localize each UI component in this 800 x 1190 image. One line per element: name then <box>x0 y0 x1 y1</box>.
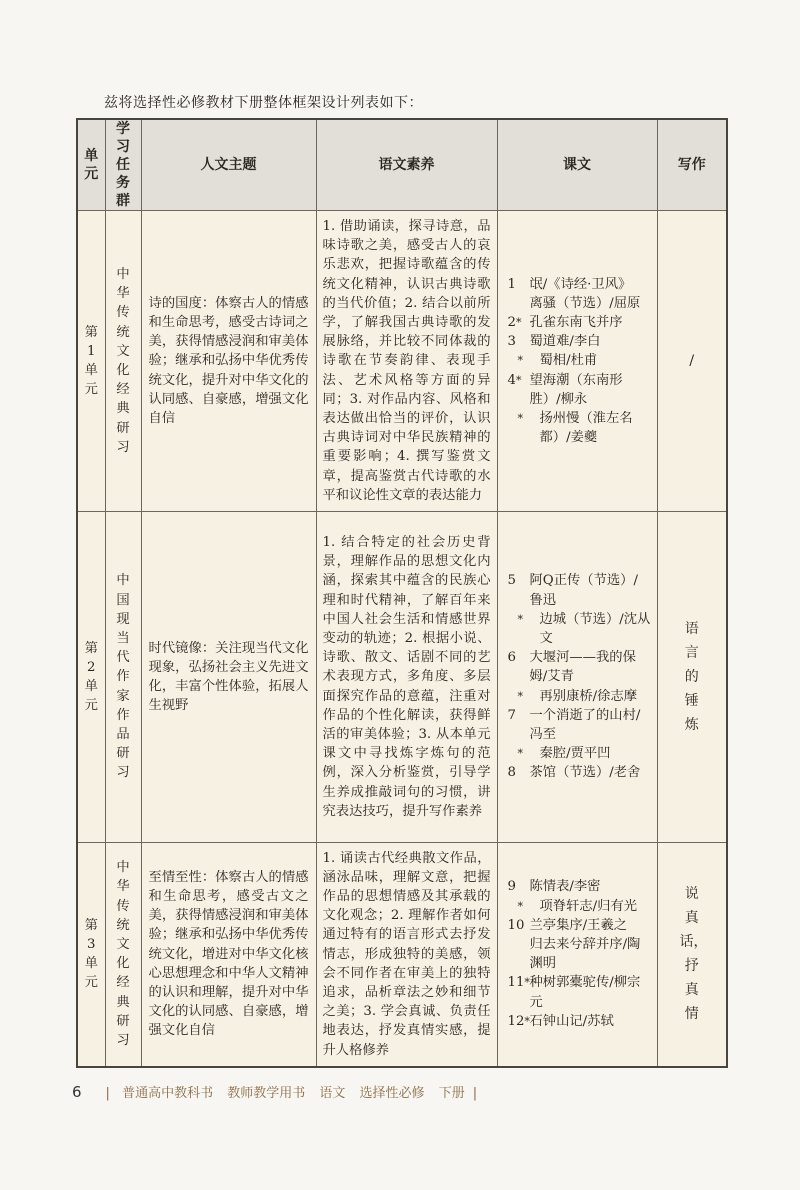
table-row <box>77 211 727 512</box>
optional-star: * <box>517 612 523 626</box>
text-item-title: 石钟山记/苏轼 <box>529 1013 614 1029</box>
text-item-title: 项脊轩志/归有光 <box>539 898 638 914</box>
header-task: 学习任务群 <box>105 119 141 211</box>
task-group-cell: 中国现当代作家作品研习 <box>105 512 141 843</box>
texts-cell <box>497 512 657 843</box>
text-item-number <box>508 916 530 935</box>
theme-cell: 至情至性：体察古人的情感和生命思考，感受古文之美，获得情感浸润和审美体验；继承和弘扬中华优秀传统文化，增进对中华文化核心思想理念和中华人文精神的认识和理解，提升对中华文化的认同感、自豪感，增强文化自信 <box>141 843 316 1067</box>
text-item-title: 离骚（节选）/屈原 <box>529 295 641 311</box>
text-item-title: 一个消逝了的山村/冯至 <box>529 707 641 742</box>
task-group-cell: 中华传统文化经典研习 <box>105 843 141 1067</box>
text-item-number <box>508 313 530 332</box>
text-item <box>508 371 651 409</box>
text-item-number <box>508 877 530 896</box>
text-item-title: 种树郭橐驼传/柳宗元 <box>529 975 641 1010</box>
text-item <box>508 877 651 896</box>
texts-cell <box>497 211 657 512</box>
writing-cell: 语言的锤炼 <box>657 512 727 843</box>
text-item-num: 8 <box>507 765 516 781</box>
optional-star: * <box>524 976 530 990</box>
text-item-number <box>508 571 530 609</box>
text-item <box>508 571 651 609</box>
text-item-title: 边城（节选）/沈从文 <box>539 611 651 646</box>
table-header-row <box>77 119 727 211</box>
text-item-number <box>508 409 540 447</box>
unit-cell: 第3单元 <box>77 843 105 1067</box>
text-item-num: 5 <box>507 573 516 589</box>
framework-table <box>76 118 728 1068</box>
table-row <box>77 843 727 1067</box>
text-item-num: 7 <box>507 707 516 723</box>
page-number: 6 <box>72 1083 82 1101</box>
text-item <box>508 648 651 686</box>
text-item <box>508 687 651 706</box>
optional-star: * <box>515 373 522 387</box>
text-item <box>508 763 651 782</box>
header-literacy: 语文素养 <box>316 119 497 211</box>
unit-cell: 第1单元 <box>77 211 105 512</box>
text-item-title: 再别康桥/徐志摩 <box>539 688 638 704</box>
header-theme: 人文主题 <box>141 119 316 211</box>
text-item <box>508 275 651 294</box>
text-item-title: 秦腔/贾平凹 <box>539 746 611 762</box>
text-item <box>508 409 651 447</box>
text-item <box>508 897 651 916</box>
text-item <box>508 935 651 973</box>
text-item-number <box>508 371 530 409</box>
header-texts: 课文 <box>497 119 657 211</box>
task-group-cell: 中华传统文化经典研习 <box>105 211 141 512</box>
text-item-number <box>508 1012 530 1031</box>
text-item-number <box>508 935 530 973</box>
text-item-number <box>508 332 530 351</box>
footer-part: 普通高中教科书 <box>122 1086 214 1101</box>
text-item-number <box>508 744 540 763</box>
intro-text: 兹将选择性必修教材下册整体框架设计列表如下： <box>104 95 423 111</box>
theme-cell: 诗的国度：体察古人的情感和生命思考，感受古诗词之美，获得情感浸润和审美体验；继承和弘扬中华优秀传统文化，提升对中华文化的认同感、自豪感，增强文化自信 <box>141 211 316 512</box>
text-item <box>508 744 651 763</box>
text-item-num: 12 <box>507 1013 525 1029</box>
optional-star: * <box>524 1014 530 1028</box>
optional-star: * <box>517 689 523 703</box>
text-item <box>508 916 651 935</box>
text-item-title: 蜀道难/李白 <box>529 334 601 350</box>
text-item-number <box>508 275 530 294</box>
footer-part: 教师教学用书 <box>227 1086 306 1101</box>
text-item <box>508 313 651 332</box>
text-item <box>508 973 651 1011</box>
text-item-title: 扬州慢（淮左名都）/姜夔 <box>539 411 633 446</box>
text-item-number <box>508 687 540 706</box>
text-item-number <box>508 973 530 1011</box>
text-item-title: 望海潮（东南形胜）/柳永 <box>529 372 623 407</box>
text-item <box>508 610 651 648</box>
text-item-title: 陈情表/李密 <box>529 879 601 895</box>
footer-part: 语文 <box>319 1086 346 1101</box>
text-item-number <box>508 610 540 648</box>
literacy-cell: 1. 结合特定的社会历史背景，理解作品的思想文化内涵，探索其中蕴含的民族心理和时代精神，了解百年来中国人社会生活和情感世界变动的轨迹；2. 根据小说、诗歌、散文、话剧不同的艺术表现方式，多角度、多层面探究作品的意蕴，注重对作品的个性化解读，获得鲜活的审美体验；3. 从本单元课文中寻找炼字炼句的范例，深入分析鉴赏，引导学生养成推敲词句的习惯，讲究表达技巧，提升写作素养 <box>316 512 497 843</box>
text-item-num: 4 <box>507 372 516 388</box>
text-item-title: 氓/《诗经·卫风》 <box>529 276 632 292</box>
text-item-num: 6 <box>507 650 516 666</box>
optional-star: * <box>517 899 523 913</box>
header-unit: 单元 <box>77 119 105 211</box>
text-item-num: 3 <box>507 334 516 350</box>
header-writing: 写作 <box>657 119 727 211</box>
optional-star: * <box>517 747 523 761</box>
text-item-num: 11 <box>507 975 525 991</box>
table-row <box>77 512 727 843</box>
literacy-cell: 1. 诵读古代经典散文作品，涵泳品味，理解文意，把握作品的思想情感及其承载的文化观念；2. 理解作者如何通过特有的语言形式去抒发情志，形成独特的美感，领会不同作者在审美上的独特追求，品析章法之妙和细节之美；3. 学会真诚、负责任地表达，抒发真情实感，提升人格修养 <box>316 843 497 1067</box>
text-item <box>508 294 651 313</box>
text-item-title: 归去来兮辞并序/陶渊明 <box>529 937 641 972</box>
theme-cell: 时代镜像：关注现当代文化现象，弘扬社会主义先进文化，丰富个性体验，拓展人生视野 <box>141 512 316 843</box>
text-item-title: 大堰河——我的保姆/艾青 <box>529 650 636 685</box>
text-item <box>508 706 651 744</box>
optional-star: * <box>517 412 523 425</box>
text-item <box>508 351 651 370</box>
writing-cell: 说真话，抒真情 <box>657 843 727 1067</box>
text-item <box>508 1012 651 1031</box>
footer-part: 选择性必修 <box>359 1086 425 1101</box>
text-item-title: 兰亭集序/王羲之 <box>529 917 628 933</box>
writing-cell: / <box>657 211 727 512</box>
text-item-title: 阿Q正传（节选）/鲁迅 <box>529 573 638 608</box>
unit-cell: 第2单元 <box>77 512 105 843</box>
optional-star: * <box>517 354 523 368</box>
text-item-number <box>508 763 530 782</box>
text-item-title: 孔雀东南飞并序 <box>529 314 623 330</box>
text-item-number <box>508 706 530 744</box>
page-footer: 6 | 普通高中教科书 教师教学用书 语文 选择性必修 下册 | <box>72 1083 478 1101</box>
text-item-title: 蜀相/杜甫 <box>539 353 598 369</box>
text-item-number <box>508 897 540 916</box>
texts-cell <box>497 843 657 1067</box>
text-item-title: 茶馆（节选）/老舍 <box>529 765 641 781</box>
text-item-number <box>508 648 530 686</box>
text-item-num: 10 <box>507 917 525 933</box>
optional-star: * <box>515 315 522 329</box>
footer-part: 下册 <box>438 1086 465 1101</box>
literacy-cell: 1. 借助诵读，探寻诗意，品味诗歌之美，感受古人的哀乐悲欢，把握诗歌蕴含的传统文化精神，认识古典诗歌的当代价值；2. 结合以前所学，了解我国古典诗歌的发展脉络，并比较不同体裁的诗歌在节奏韵律、表现手法、艺术风格等方面的异同；3. 对作品内容、风格和表达做出恰当的评价，认识古典诗词对中华民族精神的重要影响；4. 撰写鉴赏文章，提高鉴赏古代诗歌的水平和议论性文章的表达能力 <box>316 211 497 512</box>
text-item-num: 2 <box>507 314 516 330</box>
text-item-num: 9 <box>507 879 516 895</box>
text-item-number <box>508 294 530 313</box>
text-item-number <box>508 351 540 370</box>
text-item <box>508 332 651 351</box>
text-item-num: 1 <box>507 276 516 292</box>
